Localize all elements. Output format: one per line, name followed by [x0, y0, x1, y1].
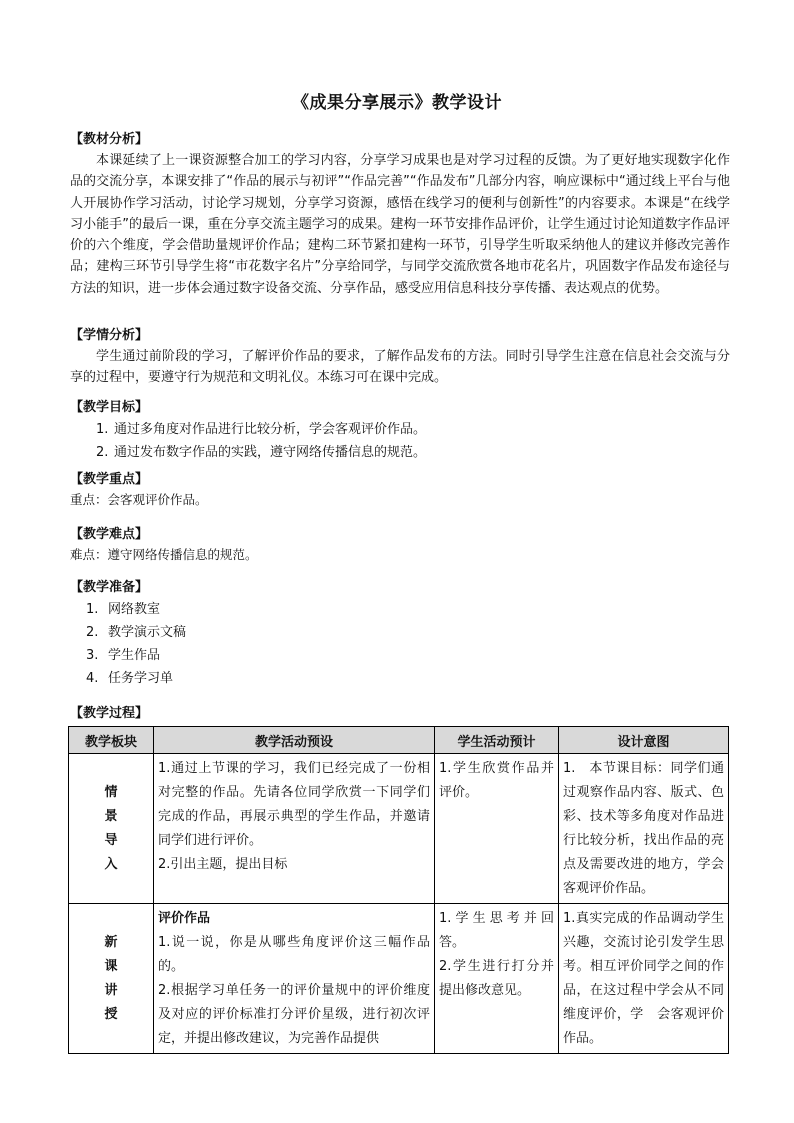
- header-student: 学生活动预计: [435, 727, 559, 754]
- preparation-section: [70, 578, 730, 690]
- table-header-row: [69, 727, 729, 754]
- prep-item: [70, 644, 730, 667]
- stage-cell: 情 景 导 入: [69, 754, 154, 904]
- goal-text: 通过多角度对作品进行比较分析，学会客观评价作品。: [114, 422, 427, 437]
- prep-number: 3.: [86, 648, 99, 663]
- stage-cell: 新 课 讲 授: [69, 904, 154, 1054]
- header-activity: 教学活动预设: [154, 727, 435, 754]
- process-section: [70, 704, 730, 724]
- goal-item: [70, 441, 730, 464]
- intent-cell: 1. 本节课目标：同学们通过观察作品内容、版式、色彩、技术等多角度对作品进行比较分析，找出作品的亮点及需要改进的地方，学会客观评价作品。: [559, 754, 729, 904]
- difficulty-text: 难点：遵守网络传播信息的规范。: [70, 547, 258, 562]
- prep-text: 教学演示文稿: [108, 625, 187, 640]
- prep-text: 网络教室: [108, 602, 161, 617]
- prep-item: [70, 667, 730, 690]
- goal-number: 2.: [96, 445, 109, 460]
- activity-cell: 1.通过上节课的学习，我们已经完成了一份相对完整的作品。先请各位同学欣赏一下同学们完成的作品，再展示典型的学生作品，并邀请同学们进行评价。 2.引出主题，提出目标: [154, 754, 435, 904]
- goal-item: [70, 418, 730, 441]
- prep-item: [70, 598, 730, 621]
- preparation-heading: 【教学准备】: [70, 580, 149, 595]
- student-cell: 1.学生思考并回答。 2.学生进行打分并提出修改意见。: [435, 904, 559, 1054]
- prep-text: 任务学习单: [108, 671, 174, 686]
- table-row: [69, 904, 729, 1054]
- intent-cell: 1.真实完成的作品调动学生兴趣，交流讨论引发学生思考。相互评价同学之间的作品，在这过程中学会从不同维度评价，学 会客观评价作品。: [559, 904, 729, 1054]
- teaching-goals-heading: 【教学目标】: [70, 400, 149, 415]
- learner-analysis-heading: 【学情分析】: [70, 328, 149, 343]
- key-point-section: [70, 470, 730, 510]
- process-table: [68, 726, 729, 1054]
- difficulty-section: [70, 525, 730, 565]
- goal-text: 通过发布数字作品的实践，遵守网络传播信息的规范。: [114, 445, 427, 460]
- header-stage: 教学板块: [69, 727, 154, 754]
- goal-number: 1.: [96, 422, 109, 437]
- material-analysis-text: 本课延续了上一课资源整合加工的学习内容，分享学习成果也是对学习过程的反馈。为了更好地实现数字化作品的交流分享，本课安排了“作品的展示与初评”“作品完善”“作品发布”几部分内容，响应课标中“通过线上平台与他人开展协作学习活动，讨论学习规划，分享学习资源，感悟在线学习的便利与创新性”的内容要求。本课是“在线学习小能手”的最后一课，重在分享交流主题学习的成果。建构一环节安排作品评价，让学生通过讨论知道数字作品评价的六个维度，学会借助量规评价作品；建构二环节紧扣建构一环节，引导学生听取采纳他人的建议并修改完善作品；建构三环节引导学生将“市花数字名片”分享给同学，与同学交流欣赏各地市花名片，巩固数字作品发布途径与方法的知识，进一步体会通过数字设备交流、分享作品，感受应用信息科技分享传播、表达观点的优势。: [70, 153, 730, 296]
- key-point-heading: 【教学重点】: [70, 472, 149, 487]
- key-point-text: 重点：会客观评价作品。: [70, 492, 208, 507]
- material-analysis-heading: 【教材分析】: [70, 132, 149, 147]
- teaching-goals-section: [70, 398, 730, 464]
- prep-number: 2.: [86, 625, 99, 640]
- prep-item: [70, 621, 730, 644]
- prep-number: 4.: [86, 671, 99, 686]
- material-analysis-section: [70, 130, 730, 299]
- activity-cell: 评价作品 1.说一说，你是从哪些角度评价这三幅作品的。 2.根据学习单任务一的评价量规中的评价维度及对应的评价标准打分评价星级，进行初次评定，并提出修改建议，为完善作品提供: [154, 904, 435, 1054]
- learner-analysis-text: 学生通过前阶段的学习，了解评价作品的要求，了解作品发布的方法。同时引导学生注意在信息社会交流与分享的过程中，要遵守行为规范和文明礼仪。本练习可在课中完成。: [70, 349, 730, 386]
- difficulty-heading: 【教学难点】: [70, 527, 149, 542]
- prep-number: 1.: [86, 602, 99, 617]
- header-intent: 设计意图: [559, 727, 729, 754]
- process-heading: 【教学过程】: [70, 706, 149, 721]
- student-cell: 1.学生欣赏作品并评价。: [435, 754, 559, 904]
- learner-analysis-section: [70, 326, 730, 389]
- prep-text: 学生作品: [108, 648, 161, 663]
- document-title: 《成果分享展示》教学设计: [292, 93, 502, 113]
- table-row: [69, 754, 729, 904]
